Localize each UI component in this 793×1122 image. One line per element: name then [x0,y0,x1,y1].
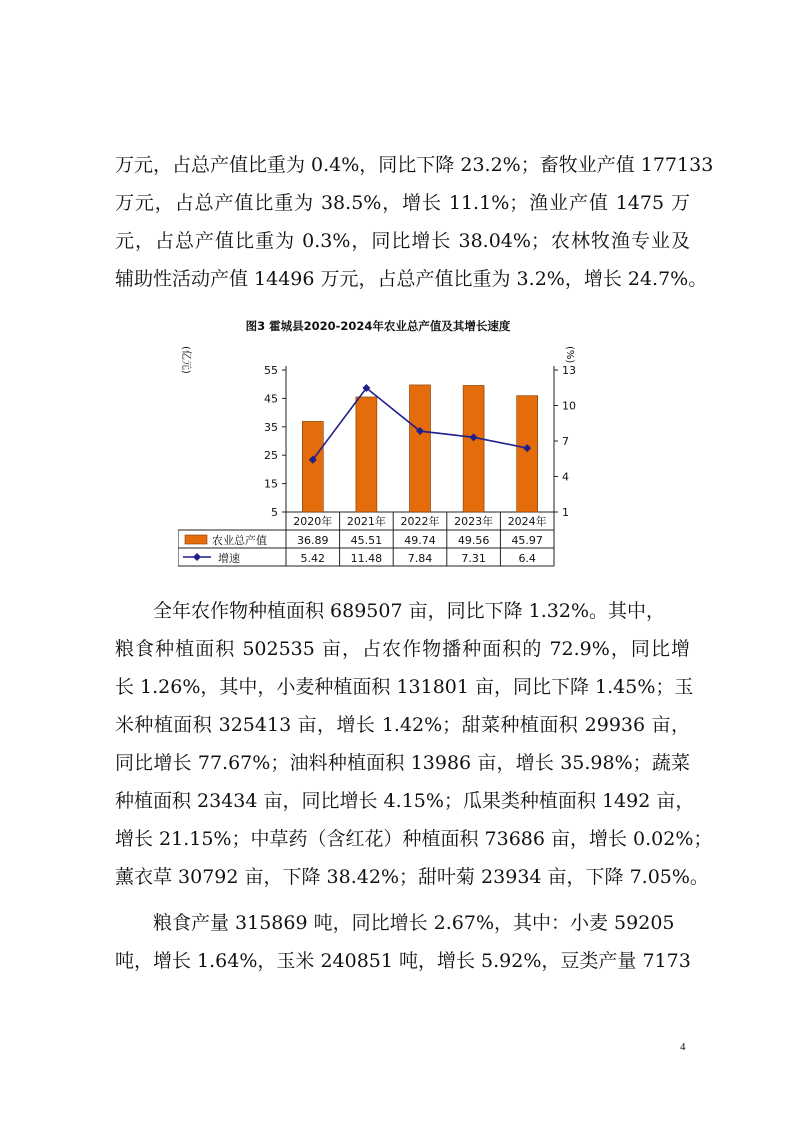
text-line: 米种植面积 325413 亩，增长 1.42%；甜菜种植面积 29936 亩， [115,714,690,736]
data-label: 49.56 [457,534,490,547]
data-label: 7.84 [407,552,433,565]
legend-swatch-bar [185,535,207,544]
y2-axis-label: (%) [564,346,575,364]
y2-tick-label: 13 [562,364,576,377]
text-line: 万元，占总产值比重为 38.5%，增长 11.1%；渔业产值 1475 万 [115,192,690,214]
text-line: 全年农作物种植面积 689507 亩，同比下降 1.32%。其中， [153,600,666,622]
data-label: 5.42 [300,552,326,565]
category-label: 2021年 [346,515,386,528]
data-label: 45.51 [350,534,383,547]
legend-label: 增速 [218,552,240,565]
y2-tick-label: 4 [562,470,569,484]
y-axis-label: (亿元) [180,346,191,374]
data-label: 7.31 [461,552,486,565]
text-line: 粮食产量 315869 吨，同比增长 2.67%，其中：小麦 59205 [153,912,675,934]
category-label: 2022年 [400,515,440,528]
text-line: 薰衣草 30792 亩，下降 38.42%；甜叶菊 23934 亩，下降 7.05%。 [115,866,709,888]
data-label: 11.48 [350,552,383,565]
agriculture-output-chart [178,312,578,574]
data-label: 6.4 [518,552,536,565]
y-tick-label: 45 [264,392,278,406]
data-label: 36.89 [297,534,329,547]
category-label: 2020年 [293,515,333,528]
legend-swatch-marker [193,553,201,561]
bar [302,421,323,512]
bar [463,385,484,512]
chart-title: 图3 霍城县2020-2024年农业总产值及其增长速度 [245,319,511,333]
category-label: 2024年 [507,515,547,528]
legend-label: 农业总产值 [212,534,267,547]
y2-tick-label: 1 [562,506,569,519]
y-tick-label: 5 [271,506,278,519]
y2-tick-label: 10 [562,399,576,413]
page-number: 4 [680,1041,686,1053]
category-label: 2023年 [454,515,494,528]
bar [356,397,377,512]
text-line: 辅助性活动产值 14496 万元，占总产值比重为 3.2%，增长 24.7%。 [115,268,708,290]
y2-tick-label: 7 [562,435,569,448]
y-tick-label: 15 [264,477,278,491]
bar [517,396,538,512]
text-line: 长 1.26%，其中，小麦种植面积 131801 亩，同比下降 1.45%；玉 [115,676,694,698]
text-line: 万元，占总产值比重为 0.4%，同比下降 23.2%；畜牧业产值 177133 [115,154,714,176]
text-line: 吨，增长 1.64%，玉米 240851 吨，增长 5.92%，豆类产量 7173 [115,950,691,972]
text-line: 元，占总产值比重为 0.3%，同比增长 38.04%；农林牧渔专业及 [115,230,690,252]
text-line: 增长 21.15%；中草药（含红花）种植面积 73686 亩，增长 0.02%； [115,828,713,850]
text-line: 粮食种植面积 502535 亩，占农作物播种面积的 72.9%，同比增 [115,638,690,660]
text-line: 同比增长 77.67%；油料种植面积 13986 亩，增长 35.98%；蔬菜 [115,752,690,774]
data-label: 49.74 [404,534,436,547]
text-line: 种植面积 23434 亩，同比增长 4.15%；瓜果类种植面积 1492 亩， [115,790,695,812]
y-tick-label: 25 [264,449,278,463]
y-tick-label: 55 [264,364,278,377]
bar [410,385,431,512]
data-label: 45.97 [511,534,543,547]
y-tick-label: 35 [264,420,278,434]
